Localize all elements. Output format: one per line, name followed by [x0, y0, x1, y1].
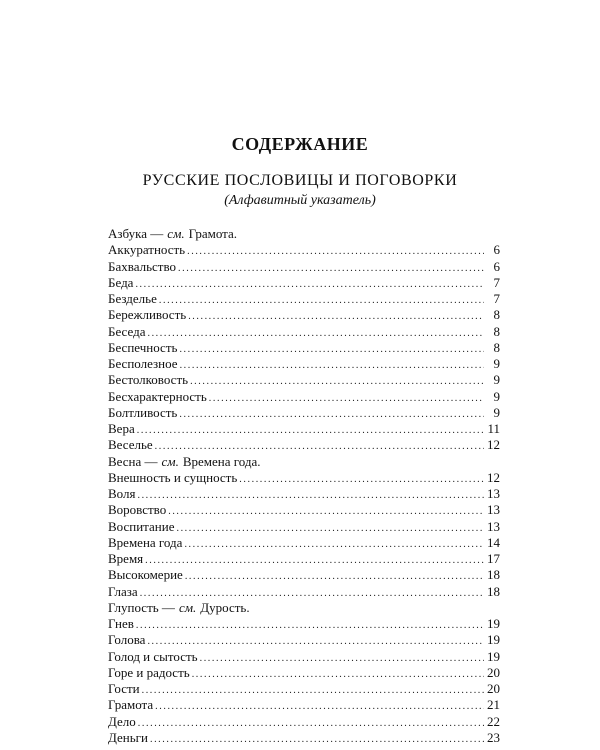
toc-entry-label: Безделье	[108, 291, 157, 306]
toc-xref-target: Дурость.	[200, 599, 250, 615]
dot-leader	[180, 358, 484, 374]
dot-leader	[179, 407, 484, 423]
toc-xref-target: Времена года.	[182, 453, 261, 469]
toc-entry-label: Грамота	[108, 697, 154, 713]
toc-entry[interactable]	[108, 486, 500, 502]
toc-entry-label: Беседа	[108, 323, 146, 339]
toc-entry-label: Азбука —	[108, 226, 164, 241]
section-subtitle: (Алфавитный указатель)	[224, 193, 376, 208]
dot-leader	[135, 277, 484, 293]
toc-page-number: 13	[487, 502, 500, 518]
toc-list	[108, 226, 500, 746]
page-title: СОДЕРЖАНИЕ	[231, 134, 369, 154]
dot-leader	[138, 716, 484, 732]
toc-entry[interactable]	[108, 324, 500, 340]
toc-entry[interactable]	[108, 259, 500, 275]
toc-page-number: 7	[493, 291, 500, 306]
toc-page-number: 8	[493, 339, 500, 355]
toc-see-marker: см.	[161, 453, 179, 469]
toc-entry-label: Высокомерие	[108, 567, 183, 583]
toc-entry-label: Горе и радость	[108, 664, 190, 680]
toc-entry[interactable]	[108, 340, 500, 356]
toc-page-number: 12	[487, 469, 500, 485]
toc-page-number: 18	[487, 583, 500, 599]
toc-page-number: 11	[487, 421, 500, 436]
toc-entry-label: Время	[108, 551, 144, 566]
toc-xref-target: Грамота.	[188, 226, 238, 241]
toc-entry-label: Бесполезное	[108, 356, 178, 371]
toc-entry-label: Деньги	[108, 729, 148, 745]
toc-page-number: 20	[487, 681, 500, 696]
toc-page-number: 8	[493, 323, 500, 339]
toc-page-number: 9	[493, 404, 500, 420]
toc-entry[interactable]	[108, 730, 500, 746]
dot-leader	[136, 618, 484, 634]
toc-page-number: 12	[487, 437, 500, 453]
toc-entry[interactable]	[108, 356, 500, 372]
toc-see-marker: см.	[178, 599, 197, 615]
toc-entry-label: Бесхарактерность	[108, 388, 207, 404]
toc-entry-label: Времена года	[108, 534, 183, 550]
toc-entry[interactable]	[108, 649, 500, 665]
toc-entry-label: Дело	[108, 713, 136, 729]
dot-leader	[239, 472, 484, 488]
dot-leader	[145, 553, 484, 569]
toc-entry[interactable]	[108, 470, 500, 486]
toc-entry-label: Глупость —	[108, 599, 175, 615]
toc-entry-label: Веселье	[108, 437, 153, 453]
toc-entry[interactable]	[108, 632, 500, 648]
toc-page-number: 23	[487, 729, 500, 745]
toc-page-number: 17	[487, 551, 500, 566]
toc-entry[interactable]	[108, 616, 500, 632]
toc-entry-label: Бахвальство	[108, 258, 177, 274]
toc-entry[interactable]	[108, 551, 500, 567]
toc-page-number: 19	[487, 616, 500, 631]
dot-leader	[178, 261, 484, 277]
dot-leader	[142, 683, 484, 699]
toc-entry-label: Гости	[108, 681, 140, 696]
toc-entry-label: Болтливость	[108, 404, 178, 420]
toc-entry[interactable]	[108, 567, 500, 583]
toc-entry-label: Вера	[108, 421, 135, 436]
toc-entry[interactable]	[108, 714, 500, 730]
toc-entry[interactable]	[108, 437, 500, 453]
toc-entry-label: Бестолковость	[108, 372, 189, 388]
toc-entry[interactable]	[108, 502, 500, 518]
toc-cross-reference[interactable]	[108, 454, 500, 470]
toc-page-number: 13	[487, 518, 500, 534]
dot-leader	[137, 488, 484, 504]
toc-page-number: 19	[487, 648, 500, 664]
dot-leader	[168, 504, 484, 520]
toc-entry-label: Внешность и сущность	[108, 469, 238, 485]
toc-entry[interactable]	[108, 291, 500, 307]
toc-entry-label: Воровство	[108, 502, 167, 518]
dot-leader	[147, 326, 484, 342]
toc-entry[interactable]	[108, 535, 500, 551]
dot-leader	[209, 391, 484, 407]
toc-page-number: 19	[487, 632, 500, 648]
dot-leader	[179, 342, 484, 358]
section-title: РУССКИЕ ПОСЛОВИЦЫ И ПОГОВОРКИ	[142, 172, 458, 189]
toc-page-number: 20	[487, 664, 500, 680]
toc-entry-label: Гнев	[108, 616, 134, 631]
dot-leader	[137, 423, 484, 439]
toc-entry[interactable]	[108, 242, 500, 258]
toc-page-number: 8	[493, 307, 500, 323]
toc-cross-reference[interactable]	[108, 226, 500, 242]
toc-entry[interactable]	[108, 372, 500, 388]
dot-leader	[176, 521, 484, 537]
dot-leader	[190, 374, 484, 390]
dot-leader	[150, 732, 484, 748]
toc-entry-label: Голова	[108, 632, 146, 648]
toc-entry-label: Воспитание	[108, 518, 175, 534]
dot-leader	[185, 569, 484, 585]
toc-entry-label: Беда	[108, 274, 134, 290]
toc-page-number: 6	[493, 242, 500, 258]
toc-entry[interactable]	[108, 421, 500, 437]
dot-leader	[184, 537, 484, 553]
toc-entry[interactable]	[108, 697, 500, 713]
toc-entry-label: Аккуратность	[108, 242, 186, 258]
dot-leader	[147, 634, 484, 650]
dot-leader	[159, 293, 484, 309]
toc-page-number: 13	[487, 486, 500, 501]
toc-entry[interactable]	[108, 275, 500, 291]
toc-entry-label: Голод и сытость	[108, 648, 198, 664]
toc-entry[interactable]	[108, 405, 500, 421]
toc-page-number: 9	[493, 372, 500, 388]
toc-page-number: 14	[487, 534, 500, 550]
toc-page-number: 18	[487, 567, 500, 583]
dot-leader	[192, 667, 484, 683]
dot-leader	[200, 651, 484, 667]
toc-page-number: 7	[493, 274, 500, 290]
toc-entry[interactable]	[108, 519, 500, 535]
toc-page-number: 22	[487, 713, 500, 729]
toc-entry[interactable]	[108, 307, 500, 323]
toc-page-number: 9	[493, 388, 500, 404]
toc-page-number: 9	[493, 356, 500, 371]
toc-entry[interactable]	[108, 584, 500, 600]
toc-entry[interactable]	[108, 665, 500, 681]
dot-leader	[155, 699, 484, 715]
toc-entry-label: Бережливость	[108, 307, 187, 323]
dot-leader	[188, 309, 484, 325]
toc-page-number: 21	[487, 697, 500, 713]
toc-page-number: 6	[493, 258, 500, 274]
toc-entry-label: Беспечность	[108, 339, 178, 355]
toc-entry[interactable]	[108, 681, 500, 697]
toc-entry-label: Глаза	[108, 583, 138, 599]
toc-entry-label: Воля	[108, 486, 136, 501]
toc-cross-reference[interactable]	[108, 600, 500, 616]
dot-leader	[187, 244, 484, 260]
toc-see-marker: см.	[167, 226, 185, 241]
toc-entry[interactable]	[108, 389, 500, 405]
toc-entry-label: Весна —	[108, 453, 158, 469]
